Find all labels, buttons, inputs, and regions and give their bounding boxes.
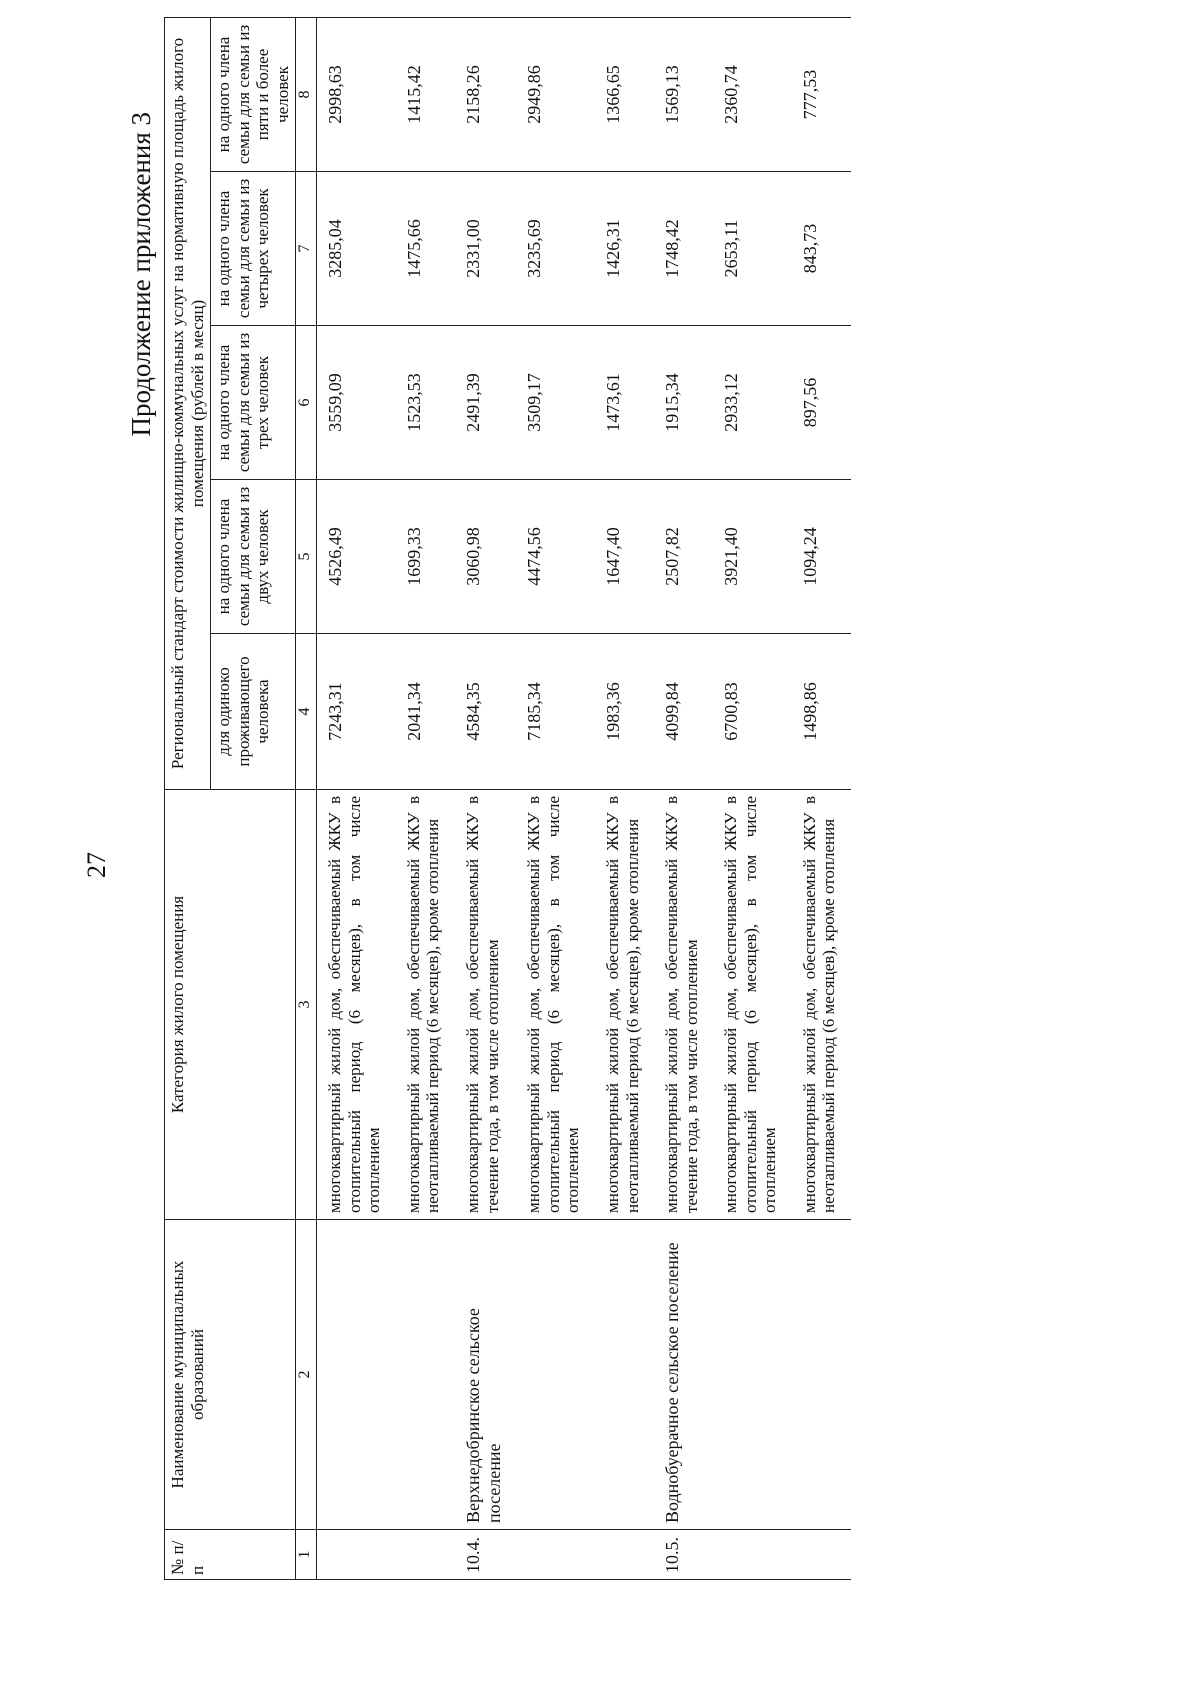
table-row (396, 17, 455, 1579)
column-number: 3 (296, 790, 317, 1220)
value-five-plus: 2360,74 (713, 17, 792, 171)
municipality-name: Верхнедобринское сельское поселение (455, 1220, 516, 1530)
column-number: 6 (296, 326, 317, 480)
municipality-name (396, 1220, 455, 1530)
housing-category: многоквартирный жилой дом, обеспечиваемый ЖКУ в отопительный период (6 месяцев), в том числе отоплением (317, 790, 396, 1220)
municipality-name (713, 1220, 792, 1530)
value-three: 2933,12 (713, 326, 792, 480)
value-three: 2491,39 (455, 326, 516, 480)
municipality-name (595, 1220, 654, 1530)
header-municipality: Наименование муниципальных образований (165, 1220, 296, 1530)
value-four: 1748,42 (654, 172, 713, 326)
column-number: 2 (296, 1220, 317, 1530)
value-single: 6700,83 (713, 634, 792, 790)
header-num: № п/п (165, 1530, 296, 1580)
column-number: 5 (296, 480, 317, 634)
table-row (654, 17, 713, 1579)
value-three: 1523,53 (396, 326, 455, 480)
housing-category: многоквартирный жилой дом, обеспечиваемый ЖКУ в отопительный период (6 месяцев), в том числе отоплением (516, 790, 595, 1220)
value-four: 2653,11 (713, 172, 792, 326)
row-code: 10.5. (654, 1530, 713, 1580)
table-row (455, 17, 516, 1579)
header-col-single: для одиноко проживающего человека (211, 634, 296, 790)
value-single: 4584,35 (455, 634, 516, 790)
value-three: 1915,34 (654, 326, 713, 480)
row-code: 10.4. (455, 1530, 516, 1580)
value-two: 3921,40 (713, 480, 792, 634)
value-four: 843,73 (792, 172, 851, 326)
row-code (396, 1530, 455, 1580)
municipality-name (516, 1220, 595, 1530)
value-two: 3060,98 (455, 480, 516, 634)
value-single: 1983,36 (595, 634, 654, 790)
header-group-title: Региональный стандарт стоимости жилищно-коммунальных услуг на нормативную площадь жилого помещения (рублей в месяц) (165, 17, 211, 789)
page-number: 27 (82, 852, 111, 878)
value-single: 1498,86 (792, 634, 851, 790)
row-code (516, 1530, 595, 1580)
row-code (792, 1530, 851, 1580)
appendix-note: Продолжение приложения 3 (126, 112, 156, 437)
tariff-table (164, 17, 851, 1580)
value-four: 2331,00 (455, 172, 516, 326)
value-two: 1699,33 (396, 480, 455, 634)
value-two: 2507,82 (654, 480, 713, 634)
value-five-plus: 2158,26 (455, 17, 516, 171)
table-row (792, 17, 851, 1579)
municipality-name (792, 1220, 851, 1530)
header-col-three: на одного члена семьи для семьи из трех человек (211, 326, 296, 480)
value-three: 1473,61 (595, 326, 654, 480)
column-number: 1 (296, 1530, 317, 1580)
value-single: 7185,34 (516, 634, 595, 790)
municipality-name: Воднобуерачное сельское поселение (654, 1220, 713, 1530)
value-two: 4526,49 (317, 480, 396, 634)
row-code (317, 1530, 396, 1580)
value-two: 4474,56 (516, 480, 595, 634)
housing-category: многоквартирный жилой дом, обеспечиваемый ЖКУ в течение года, в том числе отоплением (455, 790, 516, 1220)
housing-category: многоквартирный жилой дом, обеспечиваемый ЖКУ в неотапливаемый период (6 месяцев), кроме отопления (792, 790, 851, 1220)
table-row (516, 17, 595, 1579)
value-four: 3235,69 (516, 172, 595, 326)
row-code (595, 1530, 654, 1580)
value-three: 897,56 (792, 326, 851, 480)
value-five-plus: 2998,63 (317, 17, 396, 171)
value-single: 4099,84 (654, 634, 713, 790)
value-five-plus: 1366,65 (595, 17, 654, 171)
housing-category: многоквартирный жилой дом, обеспечиваемый ЖКУ в отопительный период (6 месяцев), в том числе отоплением (713, 790, 792, 1220)
header-col-two: на одного члена семьи для семьи из двух человек (211, 480, 296, 634)
value-three: 3559,09 (317, 326, 396, 480)
header-col-four: на одного члена семьи для семьи из четырех человек (211, 172, 296, 326)
value-single: 2041,34 (396, 634, 455, 790)
municipality-name (317, 1220, 396, 1530)
header-col-five-plus: на одного члена семьи для семьи из пяти и более человек (211, 17, 296, 171)
housing-category: многоквартирный жилой дом, обеспечиваемый ЖКУ в неотапливаемый период (6 месяцев), кроме отопления (396, 790, 455, 1220)
value-five-plus: 1415,42 (396, 17, 455, 171)
value-four: 3285,04 (317, 172, 396, 326)
value-two: 1647,40 (595, 480, 654, 634)
housing-category: многоквартирный жилой дом, обеспечиваемый ЖКУ в неотапливаемый период (6 месяцев), кроме отопления (595, 790, 654, 1220)
value-four: 1426,31 (595, 172, 654, 326)
column-number: 7 (296, 172, 317, 326)
value-four: 1475,66 (396, 172, 455, 326)
value-three: 3509,17 (516, 326, 595, 480)
table-row (595, 17, 654, 1579)
column-number: 4 (296, 634, 317, 790)
header-category: Категория жилого помещения (165, 790, 296, 1220)
row-code (713, 1530, 792, 1580)
value-two: 1094,24 (792, 480, 851, 634)
table-row (713, 17, 792, 1579)
value-five-plus: 2949,86 (516, 17, 595, 171)
value-five-plus: 1569,13 (654, 17, 713, 171)
value-single: 7243,31 (317, 634, 396, 790)
value-five-plus: 777,53 (792, 17, 851, 171)
housing-category: многоквартирный жилой дом, обеспечиваемый ЖКУ в течение года, в том числе отоплением (654, 790, 713, 1220)
column-number: 8 (296, 17, 317, 171)
table-row (317, 17, 396, 1579)
